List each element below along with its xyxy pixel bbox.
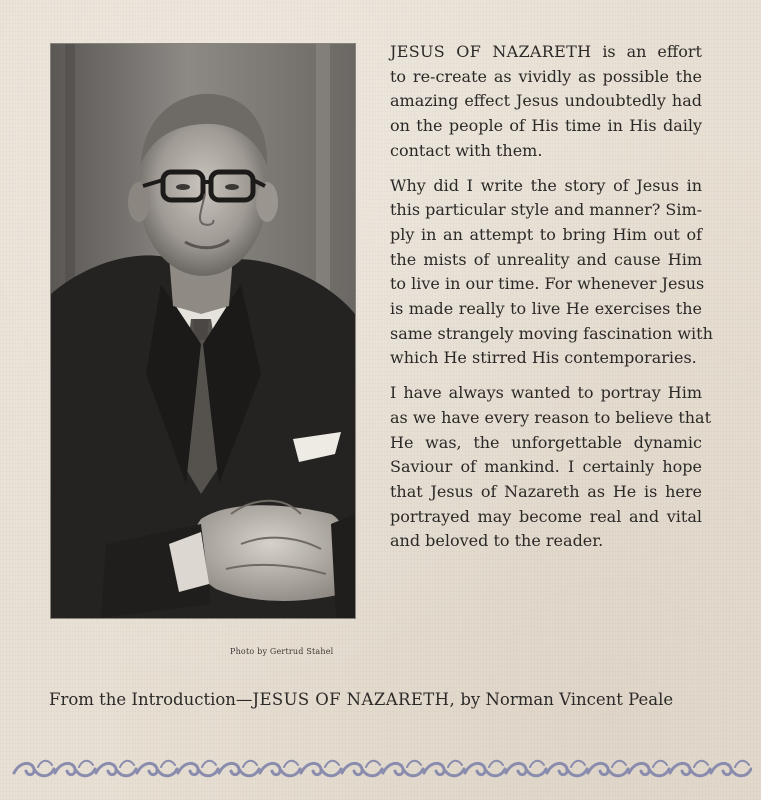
border-leaf-segment [243,761,257,767]
border-leaf-segment [79,761,93,767]
author-portrait [51,44,355,618]
text-line: and beloved to the reader. [390,531,604,551]
border-leaf-segment [284,761,298,767]
text-line: which He stirred His contemporaries. [390,348,697,368]
book-title-lead: JESUS OF NAZARETH [390,42,592,61]
border-leaf-segment [571,761,585,767]
photo-credit: Photo by Gertrud Stahel [230,647,334,656]
text-line: He was, the unforgettable dynamic [390,432,702,452]
text-line: portrayed may become real and vital [390,506,702,526]
border-scroll-segment [506,763,546,775]
border-leaf-segment [38,761,52,767]
border-scroll-segment [588,763,628,775]
attribution-byline: by Norman Vincent Peale [455,690,674,709]
border-leaf-segment [448,761,462,767]
border-scroll-segment [137,763,177,775]
text-line: contact with them. [390,140,543,160]
paragraph-3 [390,381,712,554]
border-leaf-segment [407,761,421,767]
border-scroll-segment [301,763,341,775]
border-scroll-segment [465,763,505,775]
attribution-book-title: JESUS OF NAZARETH, [252,690,456,709]
border-leaf-segment [653,761,667,767]
border-leaf-segment [735,761,749,767]
source-attribution [49,690,719,709]
border-scroll-segment [260,763,300,775]
border-scroll-segment [96,763,136,775]
paragraph-1 [390,40,702,164]
border-leaf-segment [694,761,708,767]
border-scroll-segment [711,763,751,775]
border-scroll-segment [14,763,54,775]
ornamental-border [10,757,752,783]
border-scroll-segment [383,763,423,775]
text-line: on the people of His time in His daily [390,116,702,136]
introduction-text [390,40,713,564]
border-leaf-segment [161,761,175,767]
border-leaf-segment [366,761,380,767]
text-line: this particular style and manner? Sim- [390,200,703,220]
border-leaf-segment [325,761,339,767]
border-scroll-segment [178,763,218,775]
border-leaf-segment [489,761,503,767]
border-scroll-segment [629,763,669,775]
border-leaf-segment [530,761,544,767]
border-scroll-segment [670,763,710,775]
text-line: I have always wanted to portray Him [390,383,702,403]
text-line: amazing effect Jesus undoubtedly had [390,91,702,111]
text-line: to re-create as vividly as possible the [390,66,702,86]
text-line: is made really to live He exercises the [390,299,702,319]
border-leaf-segment [120,761,134,767]
text-line: same strangely moving fascination with [390,323,713,343]
text-line: as we have every reason to believe that [390,407,712,427]
text-line: JESUS OF NAZARETH is an effort [390,42,702,61]
text-line: the mists of unreality and cause Him [390,249,702,269]
text-line: that Jesus of Nazareth as He is here [390,481,702,501]
border-leaf-segment [612,761,626,767]
border-scroll-segment [342,763,382,775]
text-line: Why did I write the story of Jesus in [390,175,702,195]
border-scroll-segment [219,763,259,775]
portrait-image [51,44,355,618]
text-line: Saviour of mankind. I certainly hope [390,457,702,477]
border-scroll-segment [55,763,95,775]
border-leaf-segment [202,761,216,767]
text-line: to live in our time. For whenever Jesus [390,274,705,294]
border-scroll-segment [547,763,587,775]
attribution-prefix: From the Introduction— [49,690,253,709]
border-scroll-segment [424,763,464,775]
paragraph-2 [390,174,713,372]
text-line: ply in an attempt to bring Him out of [390,224,702,244]
